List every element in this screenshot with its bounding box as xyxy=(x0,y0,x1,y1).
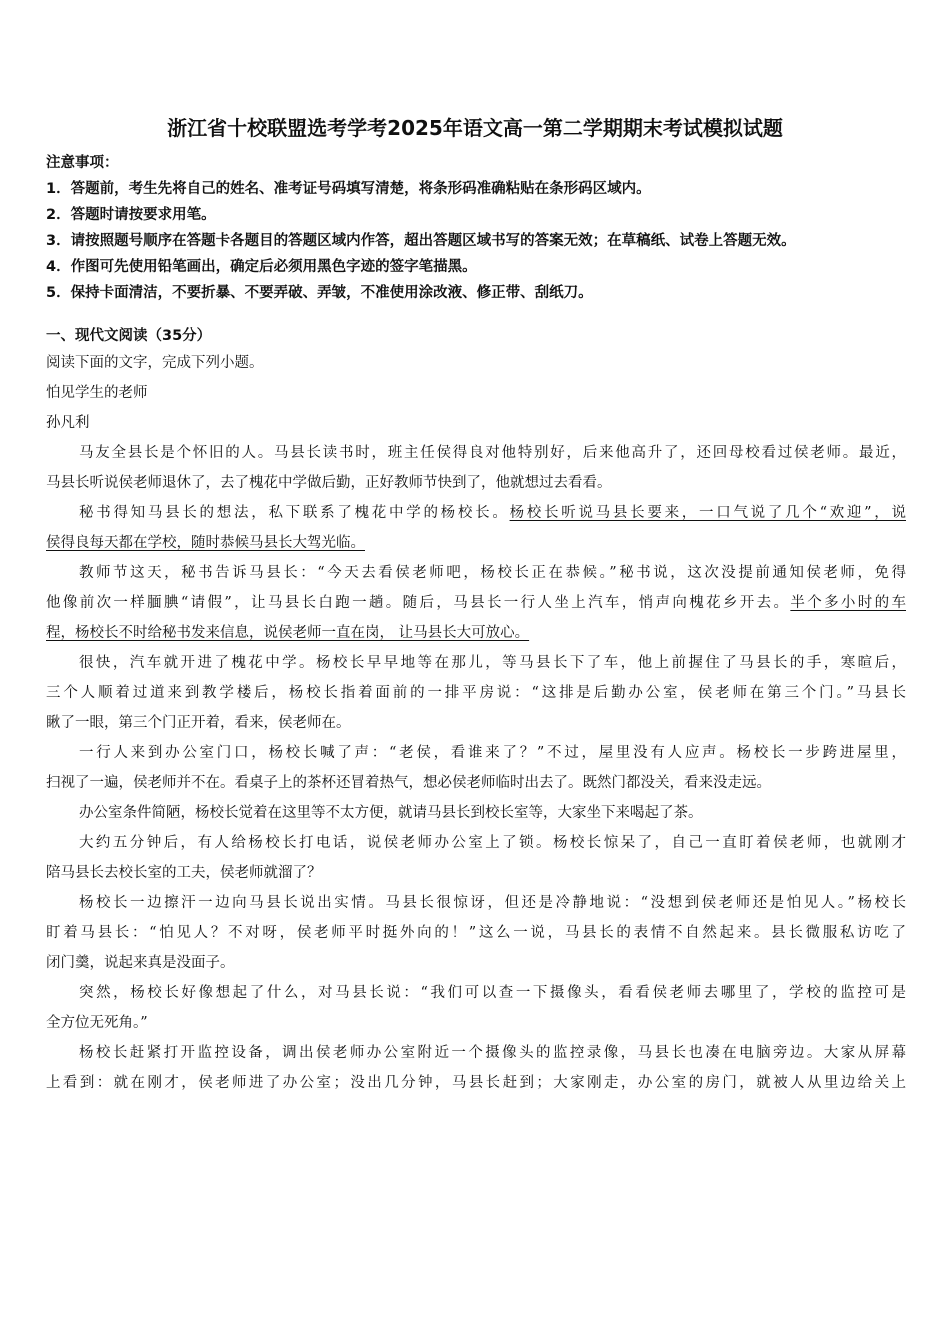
plain-text: 秘书得知马县长的想法，私下联系了槐花中学的杨校长。 xyxy=(79,505,510,521)
article-title: 怕见学生的老师 xyxy=(46,385,148,401)
paragraph-line: 马友全县长是个怀旧的人。马县长读书时，班主任侯得良对他特别好，后来他高升了，还回母校看过侯老师。最近， xyxy=(79,445,906,461)
plain-text: 他像前次一样腼腆“请假”，让马县长白跑一趟。随后，马县长一行人坐上汽车，悄声向槐花乡开去。 xyxy=(46,595,791,611)
exam-title: 浙江省十校联盟选考学考2025年语文高一第二学期期末考试模拟试题 xyxy=(167,116,783,140)
paragraph-line: 教师节这天，秘书告诉马县长：“今天去看侯老师吧，杨校长正在恭候。”秘书说，这次没提前通知侯老师，免得 xyxy=(79,565,906,581)
paragraph-line: 杨校长一边擦汗一边向马县长说出实情。马县长很惊讶，但还是冷静地说：“没想到侯老师还是怕见人。”杨校长 xyxy=(79,895,906,911)
paragraph-line: 办公室条件简陋，杨校长觉着在这里等不太方便，就请马县长到校长室等，大家坐下来喝起了茶。 xyxy=(79,805,703,821)
instruction: 阅读下面的文字，完成下列小题。 xyxy=(46,355,264,371)
section-heading: 一、现代文阅读（35分） xyxy=(46,328,212,344)
paragraph-line: 突然，杨校长好像想起了什么，对马县长说：“我们可以查一下摄像头，看看侯老师去哪里了，学校的监控可是 xyxy=(79,985,906,1001)
notice-block xyxy=(46,150,916,306)
notice-item-2: 2．答题时请按要求用笔。 xyxy=(46,207,216,223)
underlined-text: 半个多小时的车 xyxy=(790,595,906,611)
paragraph-line xyxy=(46,498,906,528)
notice-item-3: 3．请按照题号顺序在答题卡各题目的答题区域内作答，超出答题区域书写的答案无效；在草稿纸、试卷上答题无效。 xyxy=(46,233,796,249)
paragraph-line: 瞅了一眼，第三个门正开着，看来，侯老师在。 xyxy=(46,715,351,731)
paragraph-line: 很快，汽车就开进了槐花中学。杨校长早早地等在那儿，等马县长下了车，他上前握住了马县长的手，寒暄后， xyxy=(79,655,906,671)
notice-heading: 注意事项： xyxy=(46,155,119,171)
underlined-text: 侯得良每天都在学校，随时恭候马县长大驾光临。 xyxy=(46,535,365,551)
paragraph-line: 扫视了一遍，侯老师并不在。看桌子上的茶杯还冒着热气，想必侯老师临时出去了。既然门都没关，看来没走远。 xyxy=(46,775,771,791)
paragraph-line: 全方位无死角。” xyxy=(46,1015,148,1031)
underlined-text: 程，杨校长不时给秘书发来信息，说侯老师一直在岗， 让马县长大可放心。 xyxy=(46,625,530,641)
reading-passage xyxy=(46,348,906,1098)
paragraph-line: 上看到：就在刚才，侯老师进了办公室；没出几分钟，马县长赶到；大家刚走，办公室的房门，就被人从里边给关上 xyxy=(46,1075,906,1091)
paragraph-line: 大约五分钟后，有人给杨校长打电话，说侯老师办公室上了锁。杨校长惊呆了，自己一直盯着侯老师，也就刚才 xyxy=(79,835,906,851)
paragraph-line xyxy=(46,588,906,618)
underlined-text: 杨校长听说马县长要来，一口气说了几个“欢迎”，说 xyxy=(509,505,906,521)
paragraph-line: 马县长听说侯老师退休了，去了槐花中学做后勤，正好教师节快到了，他就想过去看看。 xyxy=(46,475,612,491)
notice-item-1: 1．答题前，考生先将自己的姓名、准考证号码填写清楚，将条形码准确粘贴在条形码区域内。 xyxy=(46,181,651,197)
paragraph-line: 盯着马县长：“怕见人？不对呀，侯老师平时挺外向的！”这么一说，马县长的表情不自然起来。县长微服私访吃了 xyxy=(46,925,906,941)
paragraph-line: 杨校长赶紧打开监控设备，调出侯老师办公室附近一个摄像头的监控录像，马县长也凑在电脑旁边。大家从屏幕 xyxy=(79,1045,906,1061)
notice-item-4: 4．作图可先使用铅笔画出，确定后必须用黑色字迹的签字笔描黑。 xyxy=(46,259,477,275)
paragraph-line: 三个人顺着过道来到教学楼后，杨校长指着面前的一排平房说：“这排是后勤办公室，侯老师在第三个门。”马县长 xyxy=(46,685,906,701)
notice-item-5: 5．保持卡面清洁，不要折暴、不要弄破、弄皱，不准使用涂改液、修正带、刮纸刀。 xyxy=(46,285,593,301)
paragraph-line xyxy=(46,528,906,558)
paragraph-line: 闭门羹，说起来真是没面子。 xyxy=(46,955,235,971)
paragraph-line: 一行人来到办公室门口，杨校长喊了声：“老侯，看谁来了？”不过，屋里没有人应声。杨校长一步跨进屋里， xyxy=(79,745,906,761)
article-author: 孙凡利 xyxy=(46,415,90,431)
paragraph-line xyxy=(46,618,906,648)
paragraph-line: 陪马县长去校长室的工夫，侯老师就溜了？ xyxy=(46,865,322,881)
